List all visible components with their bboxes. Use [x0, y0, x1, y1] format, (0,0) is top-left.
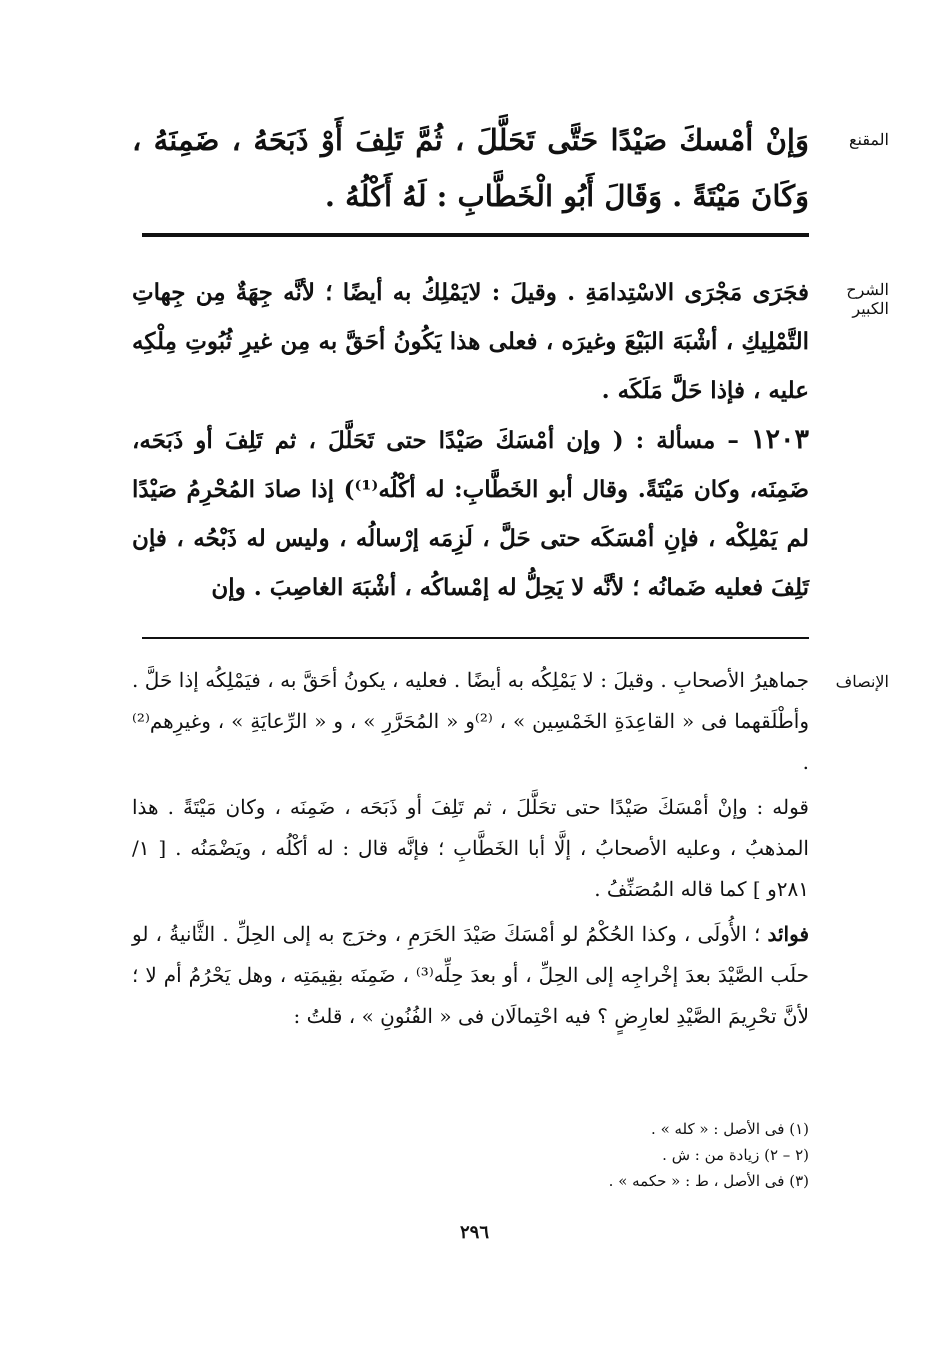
- page-number: ٢٩٦: [459, 1222, 489, 1243]
- insaf-paragraph-3: [132, 914, 809, 1037]
- insaf-section: [132, 660, 809, 1037]
- section-divider-thick: [142, 233, 809, 237]
- muqni-text: وَإنْ أمْسكَ صَيْدًا حَتَّى تَحَلَّلَ ، ثُمَّ تَلِفَ أَوْ ذَبَحَهُ ، ضَمِنَهُ ، وَكَانَ مَيْتَةً . وَقَالَ أَبُو الْخَطَّابِ : لَهُ أَكْلُهُ .: [132, 123, 809, 213]
- sharh-paragraph-2-text: – مسألة : ( وإن أمْسَكَ صَيْدًا حتى تَحَلَّلَ ، ثم تَلِفَ أو ذَبَحَه، ضَمِنَه، وكان مَيْتَةً. وقال أبو الخَطَّابِ: له أكْلُه⁽¹⁾) إذا صادَ المُحْرِمُ صَيْدًا لم يَمْلِكْه ، فإنِ أمْسَكَه حتى حَلَّ ، لَزِمَه إرْسالُه ، وليس له ذَبْحُه ، فإن تَلِفَ فعليه ضَمانُه ؛ لأنَّه لا يَحِلُّ له إمْساكُه ، أشْبَهَ الغاصِبَ . وإن: [132, 427, 809, 601]
- insaf-paragraph-3-text: ؛ الأُولَى ، وكذا الحُكْمُ لو أمْسَكَ صَيْدَ الحَرَمِ ، وخرَج به إلى الحِلِّ . الثَّانيةُ ، لو حلَب الصَّيْدَ بعدَ إخْراجِه إلى الحِلِّ ، أو بعدَ حِلِّه⁽³⁾ ، ضَمِنَه بقِيمَتِه ، وهل يَحْرُمُ أم لا ؛ لأنَّ تحْرِيمَ الصَّيْدِ لعارِضٍ ؟ فيه احْتِمالَان فى « الفُنُونِ » ، قلتُ :: [132, 922, 809, 1028]
- insaf-paragraph-1: جماهيرُ الأصحابِ . وقيلَ : لا يَمْلِكُه به أيضًا . فعليه ، يكونُ أحَقَّ به ، فيَمْلِكُه إذا حَلَّ . وأطْلَقهما فى « القاعِدَةِ الخَمْسِين » ، ⁽²⁾و « المُحَرَّرِ » ، و « الرِّعايَةِ » ، وغيرِهم⁽²⁾ .: [132, 668, 809, 774]
- label-sharh: الشرح الكبير: [846, 280, 889, 318]
- section-divider-thin: [142, 637, 809, 639]
- issue-number: ١٢٠٣: [750, 424, 809, 455]
- sharh-paragraph-1: فجَرَى مَجْرَى الاسْتِدامَةِ . وقيلَ : لايَمْلِكُ به أيضًا ؛ لأنَّه جِهَةٌ مِن جِهاتِ التَّمْلِيكِ ، أشْبَهَ البَيْعَ وغيرَه ، فعلى هذا يَكُونُ أحَقَّ به مِن غيرِ ثُبُوتِ مِلْكِه عليه ، فإذا حَلَّ مَلَكَه .: [132, 279, 809, 404]
- sharh-section: [132, 268, 809, 612]
- fawaid-heading: فوائد: [767, 922, 809, 946]
- footnotes: [420, 1116, 809, 1194]
- label-insaf: الإنصاف: [835, 672, 889, 691]
- sharh-paragraph-2: [132, 415, 809, 612]
- muqni-section: [132, 112, 809, 224]
- footnote-2: (٢ – ٢) زيادة من : ش .: [662, 1146, 809, 1164]
- insaf-paragraph-2: قوله : وإنْ أمْسَكَ صَيْدًا حتى تحَلَّلَ ، ثم تَلِفَ أو ذَبَحَه ، ضَمِنَه ، وكان مَيْتَةً . هذا المذهبُ ، وعليه الأصحابُ ، إلَّا أبا الخَطَّابِ ؛ فإنَّه قال : له أكْلُه ، ويَضْمَنُه . [ ١/ ٢٨١و ] كما قاله المُصَنِّفُ .: [132, 795, 809, 901]
- footnote-1: (١) فى الأصل : « كله » .: [651, 1120, 809, 1138]
- footnote-3: (٣) فى الأصل ، ط : « حكمه » .: [608, 1172, 809, 1190]
- label-muqni: المقنع: [848, 130, 889, 149]
